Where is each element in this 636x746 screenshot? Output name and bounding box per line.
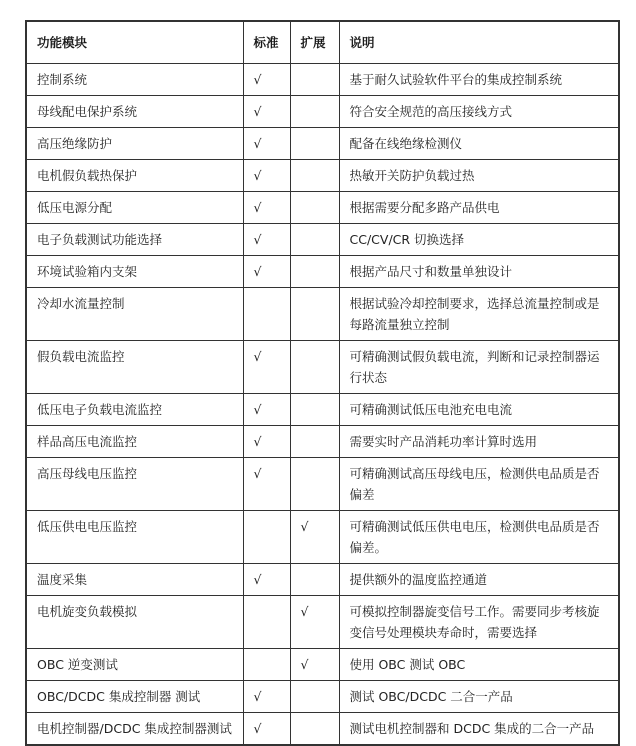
module-cell: 高压绝缘防护 (26, 128, 243, 160)
table-row (26, 426, 619, 458)
module-cell: 温度采集 (26, 564, 243, 596)
module-cell: 电机假负载热保护 (26, 160, 243, 192)
table-row (26, 160, 619, 192)
description-cell: CC/CV/CR 切换选择 (339, 224, 619, 256)
extended-check-cell (290, 96, 339, 128)
description-cell: 可精确测试假负载电流，判断和记录控制器运行状态 (339, 341, 619, 394)
col-header-module: 功能模块 (26, 21, 243, 64)
standard-check-cell: √ (243, 713, 290, 746)
extended-check-cell (290, 64, 339, 96)
standard-check-cell (243, 288, 290, 341)
module-cell: OBC/DCDC 集成控制器 测试 (26, 681, 243, 713)
table-row (26, 128, 619, 160)
extended-check-cell (290, 256, 339, 288)
description-cell: 根据需要分配多路产品供电 (339, 192, 619, 224)
description-cell: 热敏开关防护负载过热 (339, 160, 619, 192)
standard-check-cell: √ (243, 458, 290, 511)
description-cell: 需要实时产品消耗功率计算时选用 (339, 426, 619, 458)
standard-check-cell: √ (243, 681, 290, 713)
table-header-row (26, 21, 619, 64)
standard-check-cell: √ (243, 64, 290, 96)
table-row (26, 564, 619, 596)
extended-check-cell: √ (290, 596, 339, 649)
extended-check-cell: √ (290, 511, 339, 564)
table-row (26, 596, 619, 649)
extended-check-cell (290, 288, 339, 341)
module-cell: 低压电子负载电流监控 (26, 394, 243, 426)
extended-check-cell (290, 341, 339, 394)
module-cell: 样品高压电流监控 (26, 426, 243, 458)
description-cell: 提供额外的温度监控通道 (339, 564, 619, 596)
table-row (26, 511, 619, 564)
standard-check-cell: √ (243, 192, 290, 224)
extended-check-cell (290, 394, 339, 426)
description-cell: 测试电机控制器和 DCDC 集成的二合一产品 (339, 713, 619, 746)
standard-check-cell (243, 511, 290, 564)
description-cell: 可模拟控制器旋变信号工作。需要同步考核旋变信号处理模块寿命时，需要选择 (339, 596, 619, 649)
table-row (26, 341, 619, 394)
table-row (26, 224, 619, 256)
description-cell: 基于耐久试验软件平台的集成控制系统 (339, 64, 619, 96)
standard-check-cell (243, 596, 290, 649)
description-cell: 可精确测试低压供电电压，检测供电品质是否偏差。 (339, 511, 619, 564)
description-cell: 符合安全规范的高压接线方式 (339, 96, 619, 128)
standard-check-cell (243, 649, 290, 681)
table-row (26, 458, 619, 511)
description-cell: 可精确测试高压母线电压，检测供电品质是否偏差 (339, 458, 619, 511)
module-cell: 控制系统 (26, 64, 243, 96)
extended-check-cell: √ (290, 649, 339, 681)
description-cell: 根据产品尺寸和数量单独设计 (339, 256, 619, 288)
description-cell: 根据试验冷却控制要求，选择总流量控制或是每路流量独立控制 (339, 288, 619, 341)
table-row (26, 96, 619, 128)
features-table (25, 20, 620, 746)
table-row (26, 713, 619, 746)
table-row (26, 288, 619, 341)
table-row (26, 64, 619, 96)
extended-check-cell (290, 458, 339, 511)
standard-check-cell: √ (243, 394, 290, 426)
table-row (26, 394, 619, 426)
extended-check-cell (290, 426, 339, 458)
extended-check-cell (290, 160, 339, 192)
table-row (26, 192, 619, 224)
standard-check-cell: √ (243, 160, 290, 192)
table-body (26, 64, 619, 746)
standard-check-cell: √ (243, 564, 290, 596)
table-row (26, 256, 619, 288)
standard-check-cell: √ (243, 96, 290, 128)
standard-check-cell: √ (243, 426, 290, 458)
module-cell: 电机旋变负载模拟 (26, 596, 243, 649)
standard-check-cell: √ (243, 224, 290, 256)
extended-check-cell (290, 224, 339, 256)
module-cell: 高压母线电压监控 (26, 458, 243, 511)
standard-check-cell: √ (243, 128, 290, 160)
module-cell: 冷却水流量控制 (26, 288, 243, 341)
table-row (26, 681, 619, 713)
module-cell: OBC 逆变测试 (26, 649, 243, 681)
extended-check-cell (290, 192, 339, 224)
module-cell: 低压电源分配 (26, 192, 243, 224)
col-header-extended: 扩展 (290, 21, 339, 64)
description-cell: 使用 OBC 测试 OBC (339, 649, 619, 681)
module-cell: 电子负载测试功能选择 (26, 224, 243, 256)
extended-check-cell (290, 681, 339, 713)
module-cell: 假负载电流监控 (26, 341, 243, 394)
extended-check-cell (290, 128, 339, 160)
description-cell: 可精确测试低压电池充电电流 (339, 394, 619, 426)
standard-check-cell: √ (243, 341, 290, 394)
description-cell: 配备在线绝缘检测仪 (339, 128, 619, 160)
standard-check-cell: √ (243, 256, 290, 288)
col-header-standard: 标准 (243, 21, 290, 64)
extended-check-cell (290, 713, 339, 746)
table-row (26, 649, 619, 681)
col-header-description: 说明 (339, 21, 619, 64)
extended-check-cell (290, 564, 339, 596)
module-cell: 母线配电保护系统 (26, 96, 243, 128)
module-cell: 低压供电电压监控 (26, 511, 243, 564)
description-cell: 测试 OBC/DCDC 二合一产品 (339, 681, 619, 713)
module-cell: 电机控制器/DCDC 集成控制器测试 (26, 713, 243, 746)
module-cell: 环境试验箱内支架 (26, 256, 243, 288)
